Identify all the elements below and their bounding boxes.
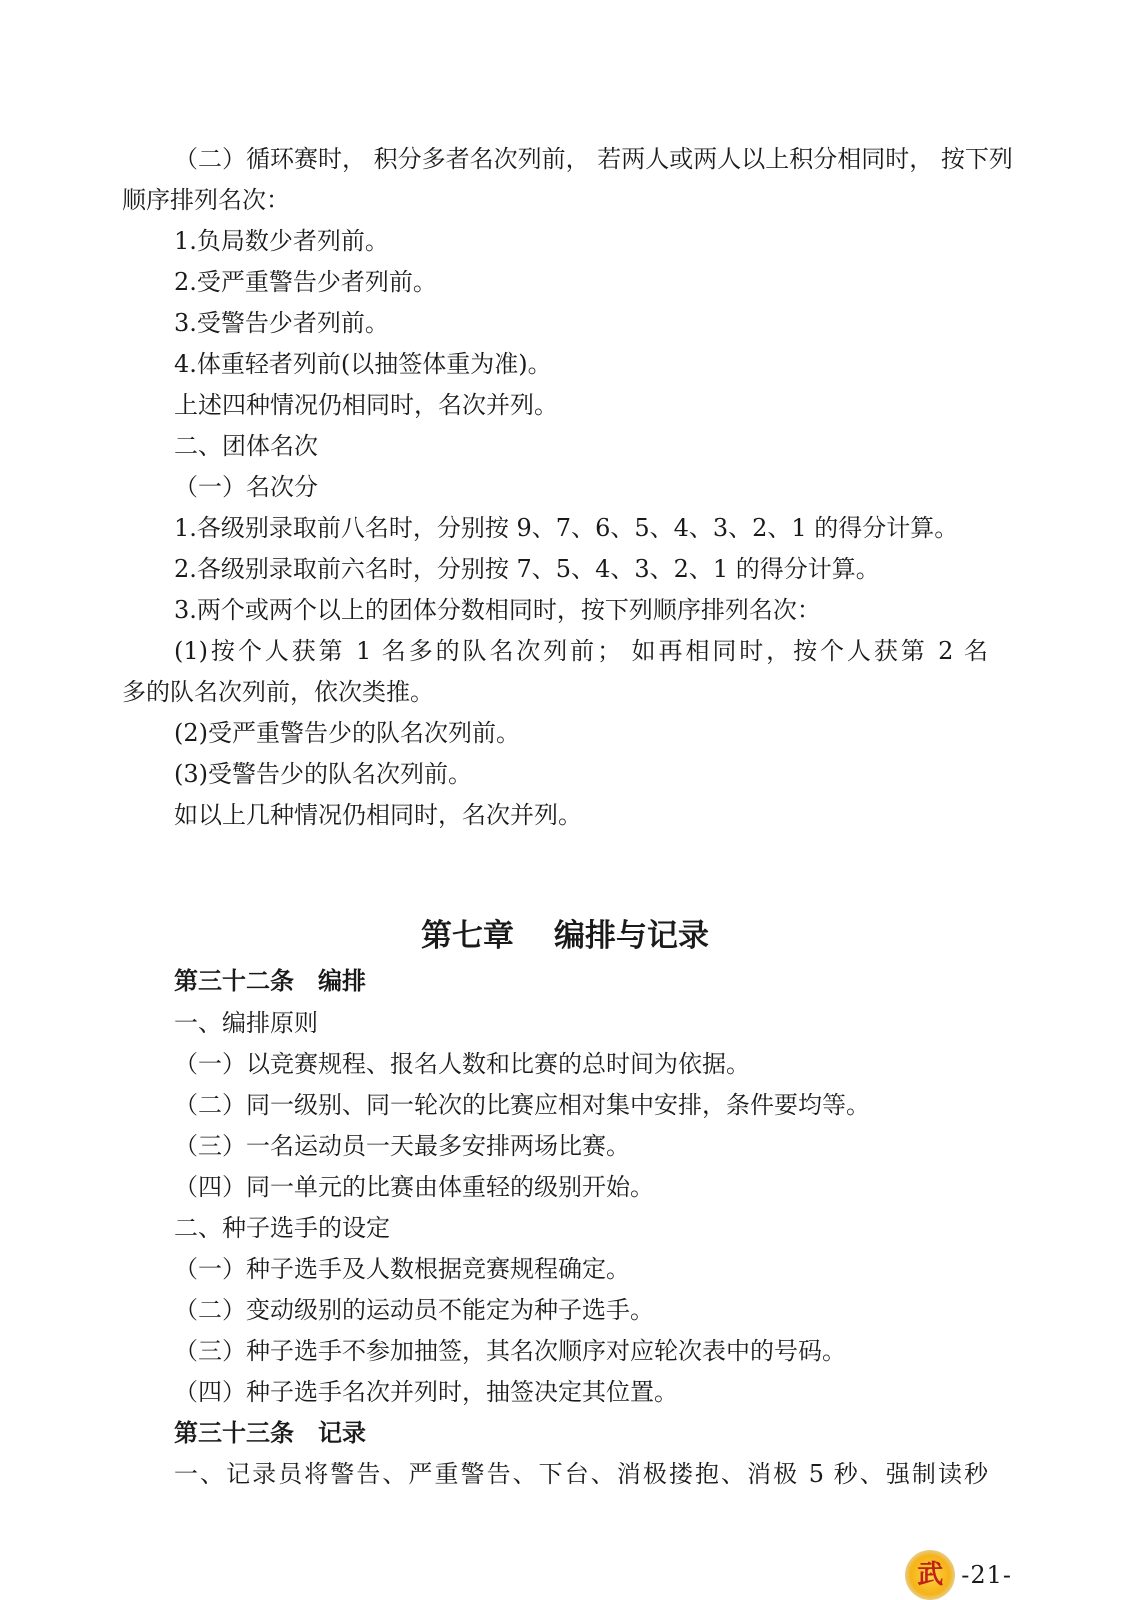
article-heading: 第三十三条 记录 xyxy=(174,1419,366,1447)
list-item: （二）变动级别的运动员不能定为种子选手。 xyxy=(174,1296,654,1324)
paragraph-line: （二）循环赛时， 积分多者名次列前， 若两人或两人以上积分相同时， 按下列 xyxy=(174,145,1013,173)
list-item: 3.两个或两个以上的团体分数相同时，按下列顺序排列名次： xyxy=(174,596,821,624)
list-item: 2.受严重警告少者列前。 xyxy=(174,268,437,296)
section-heading: 二、团体名次 xyxy=(174,432,318,460)
list-item: 3.受警告少者列前。 xyxy=(174,309,389,337)
section-heading: 二、种子选手的设定 xyxy=(174,1214,390,1242)
paragraph-line: 多的队名次列前，依次类推。 xyxy=(122,678,434,706)
chapter-heading xyxy=(0,918,1130,954)
list-item: (1)按个人获第 1 名多的队名次列前； 如再相同时，按个人获第 2 名 xyxy=(174,637,988,665)
list-item: （一）种子选手及人数根据竞赛规程确定。 xyxy=(174,1255,630,1283)
list-item: 1.负局数少者列前。 xyxy=(174,227,389,255)
list-item: 2.各级别录取前六名时，分别按 7、5、4、3、2、1 的得分计算。 xyxy=(174,555,880,583)
list-item: （四）种子选手名次并列时，抽签决定其位置。 xyxy=(174,1378,678,1406)
chapter-title: 编排与记录 xyxy=(554,918,709,954)
section-heading: 一、编排原则 xyxy=(174,1009,318,1037)
list-item: (3)受警告少的队名次列前。 xyxy=(174,760,472,788)
article-heading: 第三十二条 编排 xyxy=(174,967,366,995)
paragraph-line: 如以上几种情况仍相同时，名次并列。 xyxy=(174,801,582,829)
list-item: 4.体重轻者列前(以抽签体重为准)。 xyxy=(174,350,552,378)
list-item: （一）以竞赛规程、报名人数和比赛的总时间为依据。 xyxy=(174,1050,750,1078)
subsection-heading: （一）名次分 xyxy=(174,473,318,501)
page-footer xyxy=(905,1550,1012,1600)
list-item: (2)受严重警告少的队名次列前。 xyxy=(174,719,520,747)
emblem-mark: 武 xyxy=(917,1560,944,1590)
list-item: 1.各级别录取前八名时，分别按 9、7、6、5、4、3、2、1 的得分计算。 xyxy=(174,514,959,542)
paragraph-line: 一、记录员将警告、严重警告、下台、消极搂抱、消极 5 秒、强制读秒 xyxy=(174,1460,988,1488)
paragraph-line: 上述四种情况仍相同时，名次并列。 xyxy=(174,391,558,419)
chapter-number: 第七章 xyxy=(421,918,514,954)
list-item: （四）同一单元的比赛由体重轻的级别开始。 xyxy=(174,1173,654,1201)
wushu-emblem-icon xyxy=(905,1550,955,1600)
list-item: （三）一名运动员一天最多安排两场比赛。 xyxy=(174,1132,630,1160)
page-number: -21- xyxy=(961,1561,1012,1589)
paragraph-line: 顺序排列名次： xyxy=(122,186,290,214)
list-item: （三）种子选手不参加抽签，其名次顺序对应轮次表中的号码。 xyxy=(174,1337,846,1365)
list-item: （二）同一级别、同一轮次的比赛应相对集中安排，条件要均等。 xyxy=(174,1091,870,1119)
